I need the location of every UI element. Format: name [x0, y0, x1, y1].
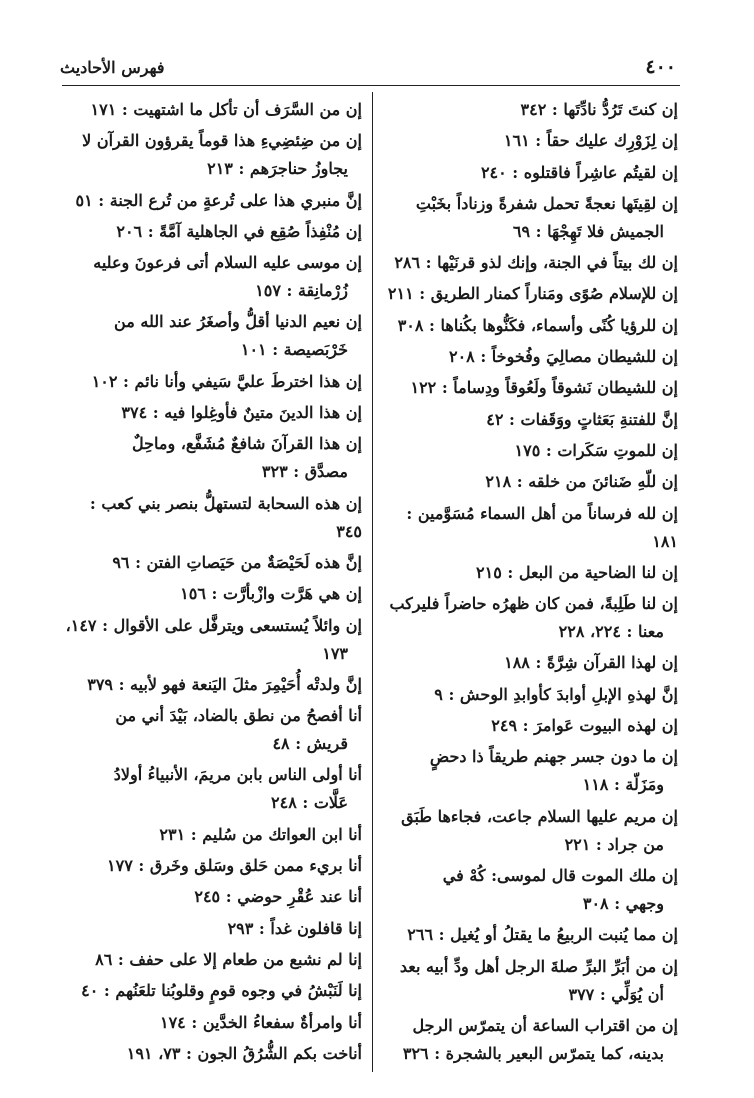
entry-text: إن مريم عليها السلام جاعت، فجاءها طَبَق — [401, 806, 678, 826]
page-number: ٤٠٠ — [645, 56, 676, 78]
entry-text: إنا لم نشبع من طعام إلا على حفف : ٨٦ — [95, 949, 362, 969]
entry-text: إن نعيم الدنيا أقلُّ وأصغَرُ عند الله من — [114, 312, 362, 332]
index-entry — [62, 671, 364, 699]
index-entry — [380, 649, 680, 677]
entry-text: إن للشيطان مصالِيَ وفُخوخاً : ٢٠٨ — [448, 347, 678, 367]
index-entry — [380, 468, 680, 496]
index-entry — [380, 96, 680, 124]
entry-text: إن موسى عليه السلام أتى فرعونَ وعليه — [93, 253, 362, 273]
index-entry — [380, 1012, 680, 1068]
entry-text: إن لهذه البيوت عَوامرَ : ٢٤٩ — [491, 716, 678, 736]
index-entry — [380, 590, 680, 646]
entry-text: إن مما يُنبت الربيعُ ما يقتلُ أو يُغيل : ٢٦٦ — [407, 925, 678, 945]
index-entry — [380, 862, 680, 918]
index-entry — [380, 406, 680, 434]
entry-continuation: أن يُوَلِّي : ٣٧٧ — [568, 984, 664, 1004]
entry-continuation: ١٧٣ — [322, 643, 348, 663]
entry-continuation: زُرْمانِقة : ١٥٧ — [255, 281, 348, 301]
entry-text: إن للموتِ سَكَرات : ١٧٥ — [514, 440, 678, 460]
index-entry — [380, 127, 680, 155]
entry-continuation: من جراد : ٢٢١ — [564, 834, 664, 854]
entry-continuation: ومَزَلّة : ١١٨ — [582, 775, 664, 795]
entry-text: إنَّ ولدتْه أُحَيْمِرَ مثلَ اليَنعة فهو لأبيه : ٣٧٩ — [87, 674, 362, 694]
entry-text: إن للإسلام صُوًى ومَناراً كمنار الطريق : ٢١١ — [387, 284, 678, 304]
index-entry — [62, 852, 364, 880]
entry-text: إن هذا اخترطَ عليَّ سَيفي وأنا نائم : ١٠٢ — [91, 371, 362, 391]
entry-continuation: معنا : ٢٢٤، ٢٢٨ — [558, 622, 664, 642]
entry-text: إنَّ لهذهِ الإبلِ أوابدَ كأوابدِ الوحش : ٩ — [434, 684, 678, 704]
entry-text: إن كنتَ تَرُدُّ نادِّتَها : ٣٤٢ — [520, 100, 678, 119]
column-divider — [372, 92, 373, 1072]
entry-text: إن لقِيتَها نعجةً تحمل شفرةً وزناداً بخَبْتِ — [415, 193, 678, 213]
entry-text: أناخت بكم الشُّرُقُ الجون : ٧٣، ١٩١ — [126, 1043, 362, 1063]
index-entry — [62, 977, 364, 1005]
index-entry — [380, 500, 680, 556]
entry-text: إنَّ هذه لَحَيْصَةٌ من حَيَصاتِ الفتن : ٩٦ — [112, 552, 362, 572]
entry-text: إن من اقتراب الساعة أن يتمرّس الرجل — [412, 1015, 678, 1035]
entry-text: إن من السَّرَف أن تأكل ما اشتهيت : ١٧١ — [90, 100, 362, 119]
header-rule — [62, 85, 680, 86]
entry-text: إن هذه السحابة لتستهلُّ بنصر بني كعب : ٣٤٥ — [89, 493, 362, 541]
index-entry — [380, 190, 680, 246]
entry-text: إنَّ للفتنةِ بَعَثاتٍ ووَقَفات : ٤٢ — [486, 409, 678, 429]
entry-text: أنا ابن العواتك من سُليم : ٢٣١ — [159, 824, 362, 844]
index-entry — [62, 761, 364, 817]
entry-text: إن لنا طَلِبةً، فمن كان ظهرُه حاضراً فليركب — [389, 594, 678, 614]
index-entry — [62, 702, 364, 758]
entry-continuation: خَرْبَصيصة : ١٠١ — [240, 340, 348, 360]
index-entry — [62, 883, 364, 911]
index-entry — [62, 490, 364, 546]
index-entry — [62, 187, 364, 215]
entry-text: إنا قافلون غداً : ٢٩٣ — [227, 918, 362, 938]
entry-text: أنا أفصحُ من نطق بالضاد، بَيْدَ أني من — [115, 706, 362, 726]
entry-text: إن هذا الدينَ متينٌ فأوغِلوا فيه : ٣٧٤ — [121, 403, 362, 423]
entry-text: إن لله فرساناً من أهل السماء مُسَوَّمين : ١٨١ — [406, 503, 678, 551]
entry-text: إن من ضِئضِيءِ هذا قوماً يقرؤون القرآن لا — [82, 131, 362, 151]
entry-text: إن هي هَرَّت وازْبأرَّت : ١٥٦ — [180, 584, 362, 604]
index-entry — [62, 368, 364, 396]
index-entry — [62, 308, 364, 364]
index-entry — [62, 218, 364, 246]
index-entry — [62, 821, 364, 849]
index-entry — [62, 399, 364, 427]
index-entry — [380, 681, 680, 709]
entry-continuation: مصدَّق : ٣٢٣ — [261, 462, 348, 482]
index-entry — [62, 549, 364, 577]
entry-text: إن من أبَرِّ البرِّ صلةَ الرجل أهل ودِّ أبيه بعد — [399, 956, 678, 976]
index-entry — [62, 249, 364, 305]
entry-text: إن وائلاً يُستسعى ويترفَّل على الأقوال : ١٤٧، — [65, 615, 362, 635]
entry-text: إن لقيتُم عاشِراً فاقتلوه : ٢٤٠ — [480, 162, 678, 182]
index-entry — [62, 96, 364, 124]
page-header — [60, 52, 676, 82]
index-entry — [62, 1040, 364, 1068]
entry-text: إن لك بيتاً في الجنة، وإنك لذو قرنَيْها : ٢٨٦ — [394, 253, 678, 273]
right-column — [380, 96, 680, 1071]
entry-text: إن مُنْفِذاً صُقِع في الجاهلية آمَّةً : ٢٠٦ — [116, 221, 362, 241]
entry-text: إن لنا الضاحية من البعل : ٢١٥ — [476, 562, 678, 582]
index-entry — [62, 946, 364, 974]
index-entry — [380, 249, 680, 277]
entry-text: إن هذا القرآنَ شافعٌ مُشَفَّع، وماحِلٌ — [131, 434, 362, 454]
index-entry — [62, 915, 364, 943]
index-entry — [380, 312, 680, 340]
index-entry — [380, 437, 680, 465]
index-entry — [380, 559, 680, 587]
index-entry — [62, 1009, 364, 1037]
entry-text: أنا عند عُقْرِ حوضي : ٢٤٥ — [194, 887, 362, 907]
entry-text: إن للّهِ ضَنائنَ من خلقه : ٢١٨ — [485, 472, 678, 492]
index-entry — [380, 280, 680, 308]
entry-continuation: قريش : ٤٨ — [272, 734, 348, 754]
entry-text: أنا وامرأةٌ سفعاءُ الخدَّين : ١٧٤ — [159, 1012, 362, 1032]
entry-text: إن لهذا القرآن شِرَّةً : ١٨٨ — [504, 653, 678, 673]
entry-continuation: عَلَّات : ٢٤٨ — [271, 793, 348, 813]
index-entry — [62, 127, 364, 183]
entry-continuation: وجهي : ٣٠٨ — [582, 893, 664, 913]
index-entry — [380, 953, 680, 1009]
index-entry — [380, 712, 680, 740]
entry-continuation: الجميش فلا تَهِجْهَا : ٦٩ — [512, 221, 664, 241]
running-title: فهرس الأحاديث — [60, 58, 165, 77]
entry-text: أنا بريء ممن حَلق وسَلق وخَرق : ١٧٧ — [107, 856, 362, 876]
entry-text: إن ملك الموت قال لموسى: كُهْ في — [442, 865, 678, 885]
entry-text: إنَّ منبري هذا على تُرعةٍ من تُرع الجنة : ٥١ — [75, 190, 362, 210]
entry-text: إن للرؤيا كُنًى وأسماء، فكَنُّوها بكُناها : ٣٠٨ — [397, 315, 678, 335]
entry-text: إن ما دون جسر جهنم طريقاً ذا دحضٍ — [429, 747, 678, 767]
entry-text: أنا أولى الناس بابن مريمَ، الأنبياءُ أولادُ — [113, 765, 362, 785]
index-entry — [62, 612, 364, 668]
entry-continuation: بدينه، كما يتمرّس البعير بالشجرة : ٣٢٦ — [402, 1043, 664, 1063]
entry-text: إنا لَنَبْشُ في وجوه قومٍ وقلوبُنا تلعَنُهم : ٤٠ — [81, 981, 362, 1001]
left-column — [62, 96, 364, 1071]
index-entry — [62, 580, 364, 608]
index-entry — [380, 803, 680, 859]
index-entry — [380, 743, 680, 799]
index-entry — [380, 921, 680, 949]
entry-text: إن لِزَوْرِك عليك حقاً : ١٦١ — [503, 131, 678, 151]
index-entry — [380, 343, 680, 371]
entry-text: إن للشيطان نَشوقاً ولَعُوقاً ودِساماً : ١٢٢ — [410, 378, 678, 398]
index-entry — [62, 430, 364, 486]
index-entry — [380, 159, 680, 187]
entry-continuation: يجاوزُ حناجرَهم : ٢١٣ — [207, 159, 348, 179]
index-entry — [380, 374, 680, 402]
